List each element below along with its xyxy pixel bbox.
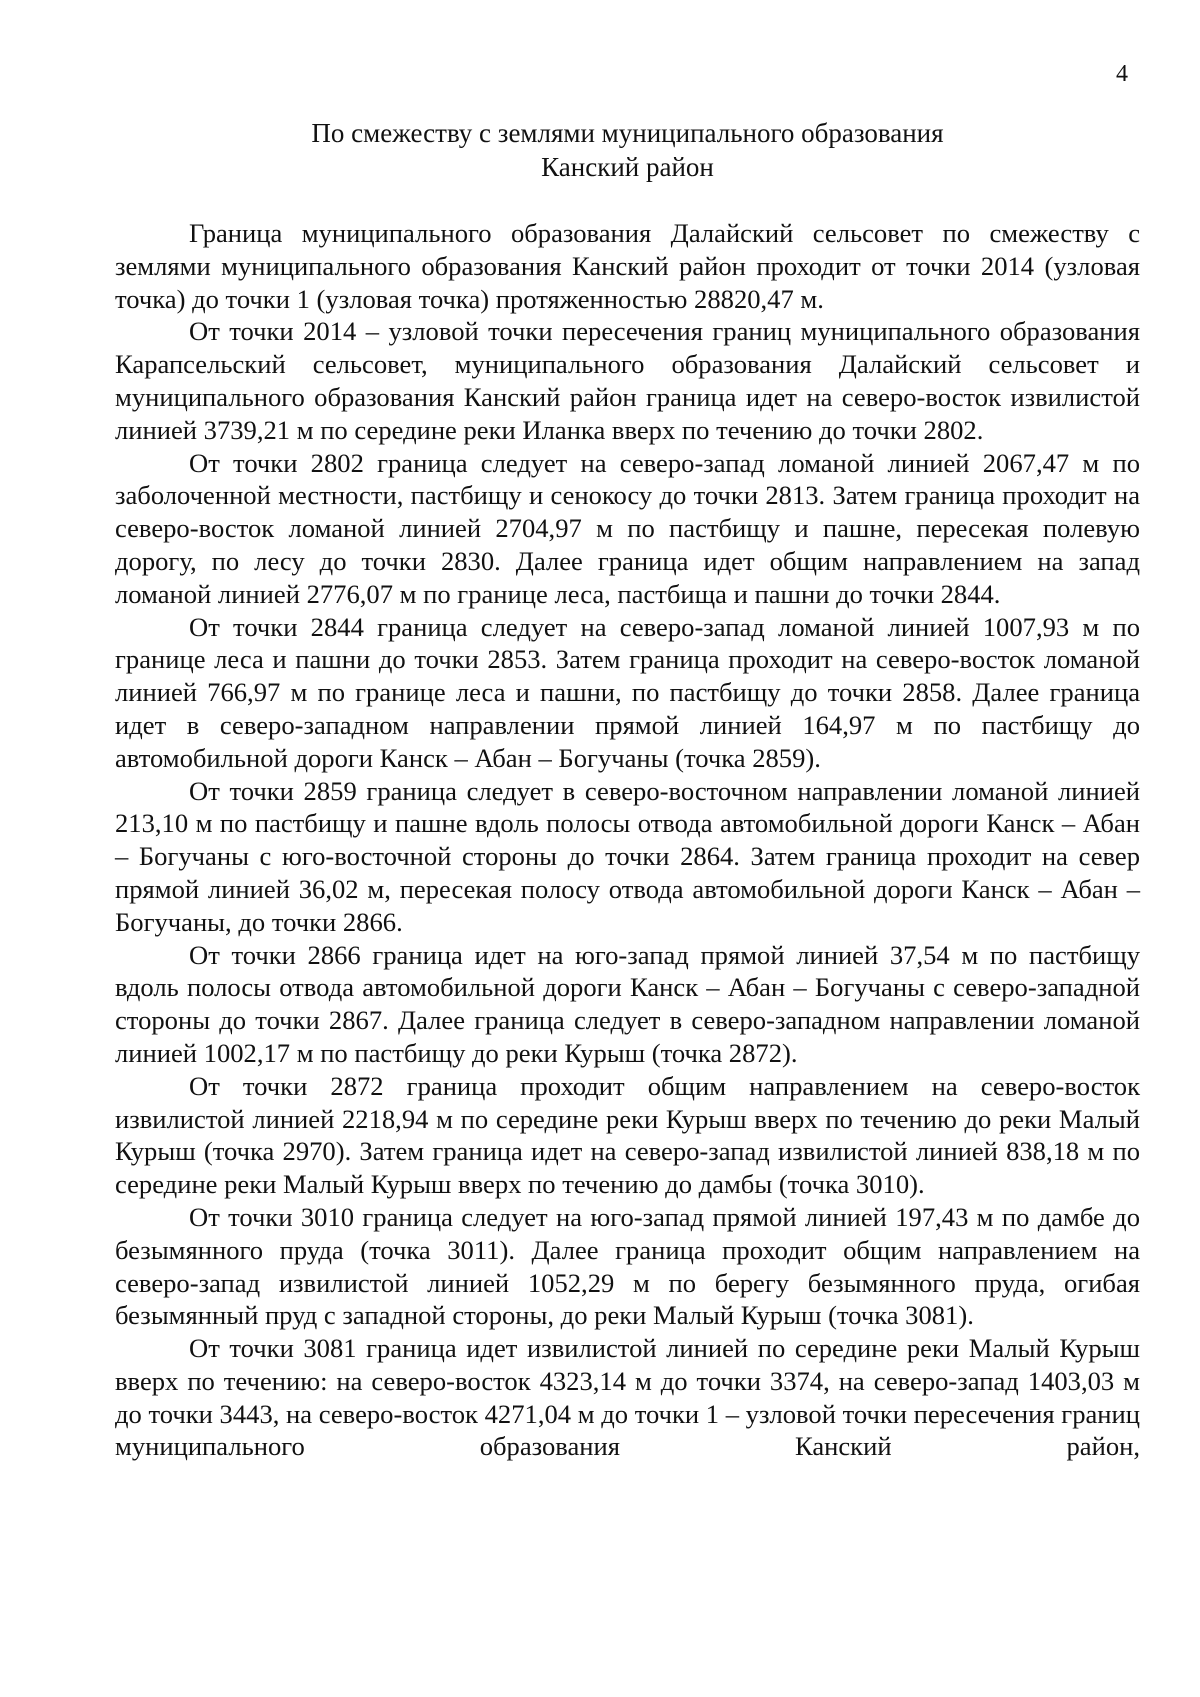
- paragraph-9: От точки 3081 граница идет извилистой линией по середине реки Малый Курыш вверх по течению: на северо-восток 4323,14 м до точки 3374, на северо-запад 1403,03 м до точки 3443, на северо-восток 4271,04 м до точки 1 – узловой точки пересечения границ муниципального образования Канский район,: [115, 1333, 1140, 1462]
- section-heading: [115, 116, 1140, 184]
- section-heading-line-2: Канский район: [541, 152, 714, 182]
- paragraph-5: От точки 2859 граница следует в северо-восточном направлении ломаной линией 213,10 м по пастбищу и пашне вдоль полосы отвода автомобильной дороги Канск – Абан – Богучаны с юго-восточной стороны до точки 2864. Затем граница проходит на север прямой линией 36,02 м, пересекая полосу отвода автомобильной дороги Канск – Абан – Богучаны, до точки 2866.: [115, 775, 1140, 937]
- paragraph-3: От точки 2802 граница следует на северо-запад ломаной линией 2067,47 м по заболоченной местности, пастбищу и сенокосу до точки 2813. Затем граница проходит на северо-восток ломаной линией 2704,97 м по пастбищу и пашне, пересекая полевую дорогу, по лесу до точки 2830. Далее граница идет общим направлением на запад ломаной линией 2776,07 м по границе леса, пастбища и пашни до точки 2844.: [115, 447, 1140, 609]
- paragraph-7: От точки 2872 граница проходит общим направлением на северо-восток извилистой линией 2218,94 м по середине реки Курыш вверх по течению до реки Малый Курыш (точка 2970). Затем граница идет на северо-запад извилистой линией 838,18 м по середине реки Малый Курыш вверх по течению до дамбы (точка 3010).: [115, 1070, 1140, 1200]
- page-number: 4: [1116, 61, 1128, 87]
- body-text: [115, 217, 1140, 1463]
- paragraph-2: От точки 2014 – узловой точки пересечения границ муниципального образования Карапсельский сельсовет, муниципального образования Далайский сельсовет и муниципального образования Канский район граница идет на северо-восток извилистой линией 3739,21 м по середине реки Иланка вверх по течению до точки 2802.: [115, 316, 1140, 445]
- section-heading-line-1: По смежеству с землями муниципального образования: [311, 118, 944, 148]
- paragraph-6: От точки 2866 граница идет на юго-запад прямой линией 37,54 м по пастбищу вдоль полосы отвода автомобильной дороги Канск – Абан – Богучаны с северо-западной стороны до точки 2867. Далее граница следует в северо-западном направлении ломаной линией 1002,17 м по пастбищу до реки Курыш (точка 2872).: [115, 939, 1140, 1068]
- paragraph-4: От точки 2844 граница следует на северо-запад ломаной линией 1007,93 м по границе леса и пашни до точки 2853. Затем граница проходит на северо-восток ломаной линией 766,97 м по границе леса и пашни, по пастбищу до точки 2858. Далее граница идет в северо-западном направлении прямой линией 164,97 м по пастбищу до автомобильной дороги Канск – Абан – Богучаны (точка 2859).: [115, 611, 1140, 773]
- paragraph-1: Граница муниципального образования Далайский сельсовет по смежеству с землями муниципального образования Канский район проходит от точки 2014 (узловая точка) до точки 1 (узловая точка) протяженностью 28820,47 м.: [115, 218, 1140, 314]
- paragraph-8: От точки 3010 граница следует на юго-запад прямой линией 197,43 м по дамбе до безымянного пруда (точка 3011). Далее граница проходит общим направлением на северо-запад извилистой линией 1052,29 м по берегу безымянного пруда, огибая безымянный пруд с западной стороны, до реки Малый Курыш (точка 3081).: [115, 1201, 1140, 1331]
